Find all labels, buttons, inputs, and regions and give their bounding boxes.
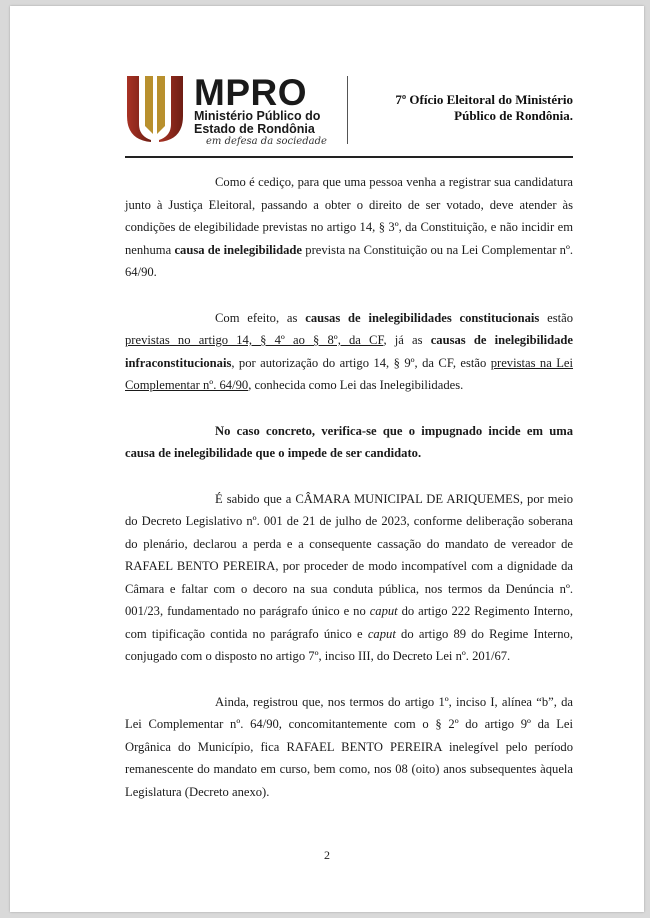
header-divider bbox=[347, 76, 348, 144]
office-line-2: Público de Rondônia. bbox=[454, 108, 573, 123]
office-line-1: 7º Ofício Eleitoral do Ministério bbox=[395, 92, 573, 107]
logo-wordmark bbox=[194, 72, 327, 148]
logo-motto: em defesa da sociedade bbox=[206, 136, 327, 147]
paragraph-4: É sabido que a CÂMARA MUNICIPAL DE ARIQUEMES, por meio do Decreto Legislativo nº. 001 de 21 de julho de 2023, conforme deliberação soberana do plenário, declarou a perda e a consequente cassação do mandato de vereador de RAFAEL BENTO PEREIRA, por proceder de modo incompatível com a dignidade da Câmara e faltar com o decoro na sua conduta pública, nos termos da Denúncia nº. 001/23, fundamentado no parágrafo único e no caput do artigo 222 Regimento Interno, com tipificação contida no parágrafo único e caput do artigo 89 do Regime Interno, conjugado com o disposto no artigo 7º, inciso III, do Decreto Lei nº. 201/67. bbox=[125, 491, 573, 663]
document-page bbox=[10, 6, 644, 912]
paragraph-3: No caso concreto, verifica-se que o impugnado incide em uma causa de inelegibilidade que o impede de ser candidato. bbox=[125, 423, 573, 460]
logo-line-1: Ministério Público do bbox=[194, 109, 321, 123]
paragraph-5: Ainda, registrou que, nos termos do artigo 1º, inciso I, alínea “b”, da Lei Complementar nº. 64/90, concomitantemente com o § 2º do artigo 9º da Lei Orgânica do Município, fica RAFAEL BENTO PEREIRA inelegível pelo período remanescente do mandato em curso, bem como, nos 08 (oito) anos subsequentes àquela Legislatura (Decreto anexo). bbox=[125, 694, 573, 799]
document-body bbox=[125, 171, 573, 826]
paragraph-1: Como é cediço, para que uma pessoa venha a registrar sua candidatura junto à Justiça Eleitoral, passando a obter o direito de ser votado, deve atender às condições de elegibilidade previstas no artigo 14, § 3º, da Constituição, e não incidir em nenhuma causa de inelegibilidade prevista na Constituição ou na Lei Complementar nº. 64/90. bbox=[125, 175, 574, 279]
header-rule bbox=[125, 156, 573, 158]
logo-title: MPRO bbox=[194, 72, 307, 113]
logo-line-2: Estado de Rondônia bbox=[194, 122, 315, 136]
page-number: 2 bbox=[324, 848, 330, 862]
letterhead bbox=[10, 6, 644, 166]
paragraph-2: Com efeito, as causas de inelegibilidades constitucionais estão previstas no artigo 14, § 4º ao § 8º, da CF, já as causas de inelegibilidade infraconstitucionais, por autorização do artigo 14, § 9º, da CF, estão previstas na Lei Complementar nº. 64/90, conhecida como Lei das Inelegibilidades. bbox=[125, 310, 574, 392]
office-name bbox=[395, 92, 573, 124]
mpro-logo-icon bbox=[125, 74, 185, 144]
